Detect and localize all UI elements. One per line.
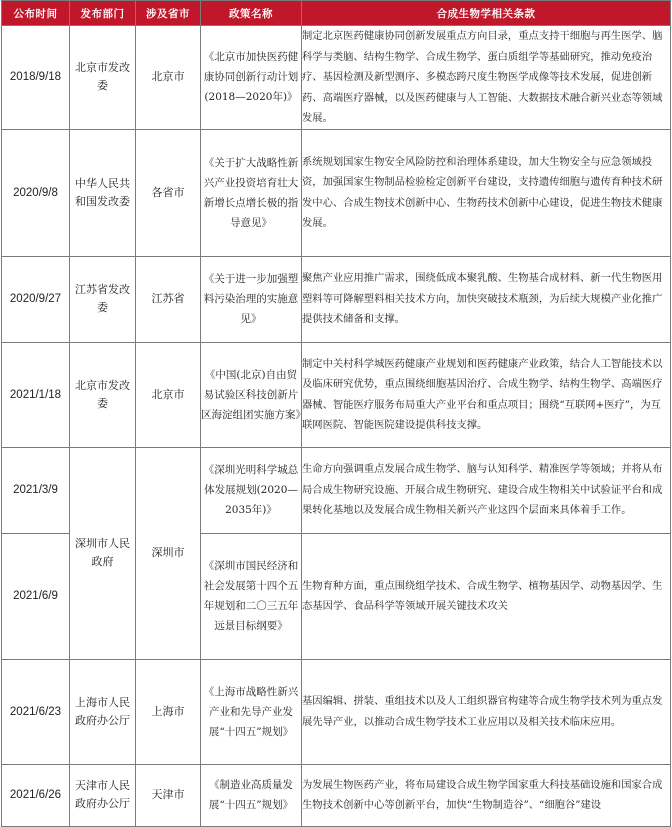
- cell-region: 江苏省: [136, 256, 201, 342]
- cell-clause: 制定中关村科学城医药健康产业规划和医药健康产业政策，结合人工智能技术以及临床研究优势，重点围绕细胞基因治疗、合成生物学、结构生物学、高端医疗器械、智能医疗服务布局重大产业平台和重点项目；围绕“互联网+医疗”，为互联网医院、智能医院建设提供科技支撑。: [302, 342, 671, 447]
- cell-date: 2020/9/8: [2, 129, 70, 256]
- cell-date: 2021/6/9: [2, 533, 70, 659]
- cell-department: 北京市发改委: [70, 342, 136, 447]
- table-row: [2, 659, 671, 764]
- table-header-row: [2, 1, 671, 26]
- cell-region: 北京市: [136, 342, 201, 447]
- cell-date: 2021/6/23: [2, 659, 70, 764]
- cell-policy-name: 《上海市战略性新兴产业和先导产业发展“十四五”规划》: [201, 659, 302, 764]
- header-region: 涉及省市: [136, 1, 201, 26]
- cell-department: 天津市人民政府办公厅: [70, 764, 136, 826]
- cell-region: 上海市: [136, 659, 201, 764]
- header-department: 发布部门: [70, 1, 136, 26]
- cell-region: 各省市: [136, 129, 201, 256]
- cell-policy-name: 《北京市加快医药健康协同创新行动计划(2018—2020年)》: [201, 26, 302, 130]
- cell-date: 2018/9/18: [2, 26, 70, 130]
- cell-policy-name: 《关于扩大战略性新兴产业投资培育壮大新增长点增长极的指导意见》: [201, 129, 302, 256]
- table-row: [2, 129, 671, 256]
- header-synbio-clauses: 合成生物学相关条款: [302, 1, 671, 26]
- cell-policy-name: 《关于进一步加强塑料污染治理的实施意见》: [201, 256, 302, 342]
- policy-table: [1, 0, 671, 827]
- cell-department: 中华人民共和国发改委: [70, 129, 136, 256]
- cell-clause: 聚焦产业应用推广需求，围绕低成本聚乳酸、生物基合成材料、新一代生物医用塑料等可降解塑料相关技术方向，加快突破技术瓶颈，为后续大规模产业化推广提供技术储备和支撑。: [302, 256, 671, 342]
- cell-department: 北京市发改委: [70, 26, 136, 130]
- cell-region: 深圳市: [136, 447, 201, 659]
- cell-policy-name: 《深圳光明科学城总体发展规划(2020—2035年)》: [201, 447, 302, 533]
- cell-date: 2021/1/18: [2, 342, 70, 447]
- cell-department: 上海市人民政府办公厅: [70, 659, 136, 764]
- cell-clause: 为发展生物医药产业，将布局建设合成生物学国家重大科技基础设施和国家合成生物技术创新中心等创新平台，加快“生物制造谷”、“细胞谷”建设: [302, 764, 671, 826]
- cell-policy-name: 《制造业高质量发展“十四五”规划》: [201, 764, 302, 826]
- cell-policy-name: 《中国(北京)自由贸易试验区科技创新片区海淀组团实施方案》: [201, 342, 302, 447]
- table-row: [2, 26, 671, 130]
- cell-department: 江苏省发改委: [70, 256, 136, 342]
- cell-department: 深圳市人民政府: [70, 447, 136, 659]
- cell-clause: 生命方向强调重点发展合成生物学、脑与认知科学、精准医学等领域；并将从布局合成生物研究设施、开展合成生物研究、建设合成生物相关中试验证平台和成果转化基地以及发展合成生物相关新兴产业这四个层面来具体着手工作。: [302, 447, 671, 533]
- table-row: [2, 342, 671, 447]
- cell-clause: 制定北京医药健康协同创新发展重点方向目录，重点支持干细胞与再生医学、脑科学与类脑、结构生物学、合成生物学、蛋白质组学等基础研究，推动免疫治疗、基因检测及新型测序、多模态跨尺度生物医学成像等技术发展，促进创新药、高端医疗器械，以及医药健康与人工智能、大数据技术融合新兴业态等领域发展。: [302, 26, 671, 130]
- cell-date: 2021/6/26: [2, 764, 70, 826]
- cell-region: 北京市: [136, 26, 201, 130]
- header-policy-name: 政策名称: [201, 1, 302, 26]
- header-date: 公布时间: [2, 1, 70, 26]
- table-row: [2, 447, 671, 533]
- cell-region: 天津市: [136, 764, 201, 826]
- cell-date: 2021/3/9: [2, 447, 70, 533]
- table-row: [2, 256, 671, 342]
- cell-clause: 基因编辑、拼装、重组技术以及人工组织器官构建等合成生物学技术列为重点发展先导产业，以推动合成生物学技术工业应用以及相关技术临床应用。: [302, 659, 671, 764]
- cell-date: 2020/9/27: [2, 256, 70, 342]
- cell-policy-name: 《深圳市国民经济和社会发展第十四个五年规划和二〇三五年远景目标纲要》: [201, 533, 302, 659]
- cell-clause: 系统规划国家生物安全风险防控和治理体系建设，加大生物安全与应急领域投资，加强国家生物制品检验检定创新平台建设，支持遗传细胞与遗传育种技术研发中心、合成生物技术创新中心、生物药技术创新中心建设，促进生物技术健康发展。: [302, 129, 671, 256]
- cell-clause: 生物育种方面，重点围绕组学技术、合成生物学、植物基因学、动物基因学、生态基因学、食品科学等领域开展关键技术攻关: [302, 533, 671, 659]
